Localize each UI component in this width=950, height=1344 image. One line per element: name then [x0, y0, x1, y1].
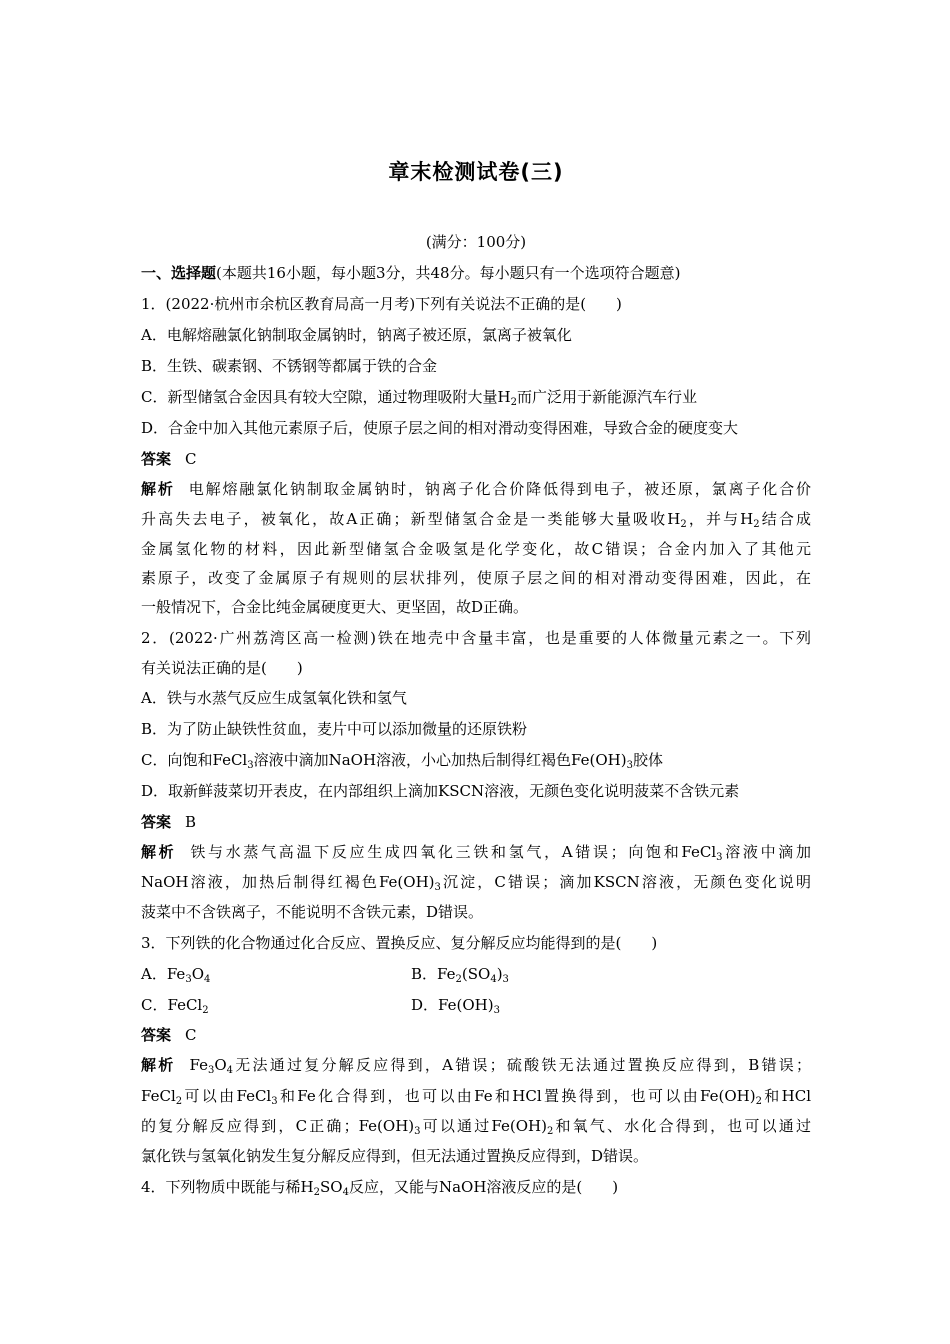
q3-analysis-line-3: 的复分解反应得到，C正确；$Fe(OH)_3$可以通过$Fe(OH)_2$和氧气、水化合得到，也可以通过	[141, 1117, 811, 1137]
q2-option-a: A．铁与水蒸气反应生成氢氧化铁和氢气	[141, 689, 407, 707]
answer-value: C	[185, 1026, 197, 1044]
q2-answer	[141, 812, 811, 832]
q2-analysis-line-3: 菠菜中不含铁离子，不能说明不含铁元素，D错误。	[141, 903, 484, 921]
q3-analysis-line-2: FeCl$_2$可以由FeCl$_3$和Fe化合得到，也可以由Fe和HCl置换得到，也可以由$Fe(OH)_2$和HCl	[141, 1087, 812, 1107]
section-desc: (本题共16小题，每小题3分，共48分。每小题只有一个选项符合题意)	[216, 264, 681, 282]
q4-stem: 4．下列物质中既能与稀$H_2SO_4$反应，又能与NaOH溶液反应的是( )	[141, 1178, 619, 1198]
q2-option-b: B．为了防止缺铁性贫血，麦片中可以添加微量的还原铁粉	[141, 720, 528, 738]
q3-stem: 3．下列铁的化合物通过化合反应、置换反应、复分解反应均能得到的是( )	[141, 934, 658, 952]
q3-answer	[141, 1025, 811, 1045]
q3-analysis-line-4: 氯化铁与氢氧化钠发生复分解反应得到，但无法通过置换反应得到，D错误。	[141, 1147, 649, 1165]
q3-option-d: D．$Fe(OH)_3$	[411, 996, 500, 1016]
q1-analysis-line-2: 升高失去电子，被氧化，故A正确；新型储氢合金是一类能够大量吸收$H_2$，并与$H_2$结合成	[141, 510, 811, 530]
page-title: 章末检测试卷(三)	[388, 160, 564, 184]
q2-option-d: D．取新鲜菠菜切开表皮，在内部组织上滴加KSCN溶液，无颜色变化说明菠菜不含铁元素	[141, 782, 740, 800]
section-heading	[141, 263, 811, 283]
q3-options-row-1	[141, 964, 811, 984]
score-note: (满分：100分)	[425, 233, 527, 251]
q2-analysis-line-2: NaOH溶液，加热后制得红褐色$Fe(OH)_3$沉淀，C错误；滴加KSCN溶液，无颜色变化说明	[141, 873, 811, 893]
q1-option-a: A．电解熔融氯化钠制取金属钠时，钠离子被还原，氯离子被氧化	[141, 326, 572, 344]
q2-stem-line-1: 2．(2022·广州荔湾区高一检测)铁在地壳中含量丰富，也是重要的人体微量元素之一。下列	[141, 629, 811, 647]
answer-label: 答案	[141, 1026, 172, 1044]
answer-value: C	[185, 450, 197, 468]
q3-option-c: C．FeCl$_2$	[141, 996, 209, 1016]
q2-option-c: C．向饱和FeCl$_3$溶液中滴加NaOH溶液，小心加热后制得红褐色$Fe(OH)_3$胶体	[141, 751, 663, 771]
section-title: 一、选择题	[141, 264, 217, 282]
q1-analysis-line-5: 一般情况下，合金比纯金属硬度更大、更坚固，故D正确。	[141, 598, 529, 616]
q3-option-a: A．$Fe_3O_4$	[141, 965, 211, 985]
q1-option-b: B．生铁、碳素钢、不锈钢等都属于铁的合金	[141, 357, 438, 375]
analysis-label: 解析	[141, 480, 175, 498]
analysis-label: 解析	[141, 843, 177, 861]
q1-option-c: C．新型储氢合金因具有较大空隙，通过物理吸附大量$H_2$而广泛用于新能源汽车行业	[141, 388, 697, 408]
q1-option-d: D．合金中加入其他元素原子后，使原子层之间的相对滑动变得困难，导致合金的硬度变大	[141, 419, 739, 437]
q1-analysis-line-3: 金属氢化物的材料，因此新型储氢合金吸氢是化学变化，故C错误；合金内加入了其他元	[141, 540, 811, 558]
analysis-label: 解析	[141, 1056, 176, 1074]
q2-stem-line-2: 有关说法正确的是( )	[141, 659, 303, 677]
q2-analysis-line-1: 解析 铁与水蒸气高温下反应生成四氧化三铁和氢气，A错误；向饱和FeCl$_3$溶液中滴加	[141, 843, 811, 863]
q3-options-row-2	[141, 995, 811, 1015]
q3-analysis-line-1: 解析 $Fe_3O_4$无法通过复分解反应得到，A错误；硫酸铁无法通过置换反应得到，B错误；	[141, 1056, 811, 1076]
q1-analysis-line-4: 素原子，改变了金属原子有规则的层状排列，使原子层之间的相对滑动变得困难，因此，在	[141, 569, 811, 587]
answer-value: B	[185, 813, 197, 831]
q1-stem: 1．(2022·杭州市余杭区教育局高一月考)下列有关说法不正确的是( )	[141, 295, 622, 313]
q1-analysis-line-1: 解析 电解熔融氯化钠制取金属钠时，钠离子化合价降低得到电子，被还原，氯离子化合价	[141, 480, 811, 498]
answer-label: 答案	[141, 813, 172, 831]
answer-label: 答案	[141, 450, 172, 468]
q1-answer	[141, 449, 811, 469]
q3-option-b: B．$Fe_2(SO_4)_3$	[411, 965, 509, 985]
